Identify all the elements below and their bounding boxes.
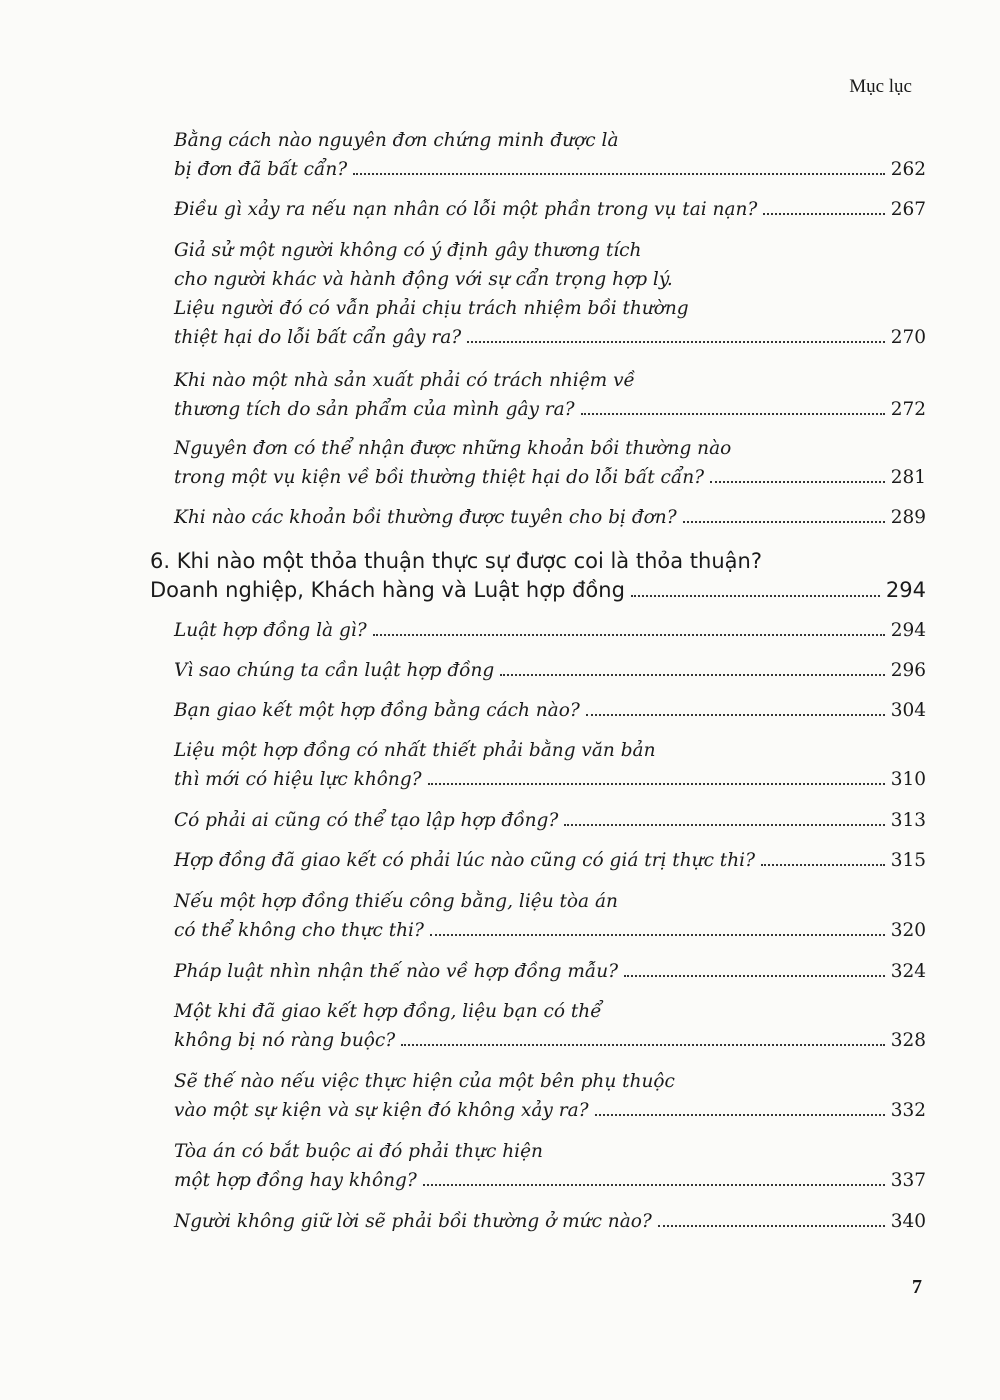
toc-entry-title: thì mới có hiệu lực không? [174,769,422,790]
toc-entry-title: trong một vụ kiện về bồi thường thiệt hại do lỗi bất cẩn? [174,467,705,488]
toc-entry-last-line [174,957,926,986]
toc-entry-last-line [174,395,926,424]
toc-entry-line: Sẽ thế nào nếu việc thực hiện của một bên phụ thuộc [174,1071,675,1092]
toc-entry-title: Vì sao chúng ta cần luật hợp đồng [174,660,495,681]
toc-entry [174,997,926,1055]
toc-entry [174,366,926,424]
toc-entry-title: Điều gì xảy ra nếu nạn nhân có lỗi một phần trong vụ tai nạn? [174,199,758,220]
dot-leader [401,1044,885,1046]
toc-entry [174,126,926,184]
toc-entry [174,1137,926,1195]
toc-entry-title: Có phải ai cũng có thể tạo lập hợp đồng? [174,810,559,831]
toc-page-number: 324 [890,961,926,982]
toc-entry [174,887,926,945]
toc-entry [174,195,926,224]
toc-entry-last-line [174,1166,926,1195]
toc-entry-title: Hợp đồng đã giao kết có phải lúc nào cũng có giá trị thực thi? [174,850,755,871]
toc-entry-last-line [174,1026,926,1055]
toc-page-number: 313 [890,810,926,831]
toc-entry [174,236,926,352]
dot-leader [373,634,885,636]
toc-entry [174,616,926,645]
toc-entry [174,846,926,875]
dot-leader [430,934,885,936]
toc-entry [174,434,926,492]
toc-entry-line: Liệu một hợp đồng có nhất thiết phải bằng văn bản [174,740,656,761]
dot-leader [353,173,884,175]
toc-entry [174,1067,926,1125]
toc-entry-last-line [174,323,926,352]
toc-page-number: 281 [890,467,926,488]
toc-entry-last-line [174,916,926,945]
chapter-subtitle: Doanh nghiệp, Khách hàng và Luật hợp đồng [150,578,625,602]
toc-entry-line: Liệu người đó có vẫn phải chịu trách nhiệm bồi thường [174,298,689,319]
toc-entry-title: bị đơn đã bất cẩn? [174,159,348,180]
toc-page-number: 267 [890,199,926,220]
toc-page-number: 262 [890,159,926,180]
toc-page-number: 310 [890,769,926,790]
chapter-last-line [150,576,926,605]
toc-page-number: 337 [890,1170,926,1191]
dot-leader [710,481,885,483]
dot-leader [428,783,885,785]
toc-page-number: 320 [890,920,926,941]
toc-entry-line: cho người khác và hành động với sự cẩn trọng hợp lý. [174,269,673,290]
dot-leader [631,595,880,597]
toc-entry-title: không bị nó ràng buộc? [174,1030,396,1051]
toc-entry-last-line [174,1207,926,1236]
toc-entry-title: Luật hợp đồng là gì? [174,620,367,641]
toc-entry-last-line [174,696,926,725]
toc-page-number: 315 [890,850,926,871]
toc-entry-line: Giả sử một người không có ý định gây thương tích [174,240,642,261]
toc-entry-line: Tòa án có bắt buộc ai đó phải thực hiện [174,1141,543,1162]
toc-entry-last-line [174,155,926,184]
toc-entry [174,806,926,835]
dot-leader [423,1184,885,1186]
toc-entry [174,656,926,685]
toc-entry-last-line [174,195,926,224]
toc-entry-title: thiệt hại do lỗi bất cẩn gây ra? [174,327,462,348]
chapter-title-line: 6. Khi nào một thỏa thuận thực sự được coi là thỏa thuận? [150,549,762,573]
toc-entry-last-line [174,616,926,645]
dot-leader [763,213,884,215]
toc-entry-last-line [174,846,926,875]
toc-entry [174,736,926,794]
toc-entry-line: Nguyên đơn có thể nhận được những khoản bồi thường nào [174,438,732,459]
toc-entry-title: vào một sự kiện và sự kiện đó không xảy ra? [174,1100,589,1121]
page-number: 7 [912,1276,922,1298]
toc-entry-title: Pháp luật nhìn nhận thế nào về hợp đồng mẫu? [174,961,619,982]
toc-entry-line: Khi nào một nhà sản xuất phải có trách nhiệm về [174,370,635,391]
toc-entry-title: thương tích do sản phẩm của mình gây ra? [174,399,575,420]
toc-page-number: 296 [890,660,926,681]
toc-page-number: 328 [890,1030,926,1051]
toc-entry-last-line [174,765,926,794]
toc-page-number: 294 [885,578,926,602]
toc-entry-last-line [174,656,926,685]
dot-leader [500,674,884,676]
toc-entry-last-line [174,503,926,532]
dot-leader [595,1114,885,1116]
toc-page-number: 332 [890,1100,926,1121]
dot-leader [586,714,885,716]
dot-leader [467,341,885,343]
toc-page-number: 340 [890,1211,926,1232]
dot-leader [683,521,885,523]
toc-page-number: 272 [890,399,926,420]
toc-entry-line: Nếu một hợp đồng thiếu công bằng, liệu tòa án [174,891,618,912]
toc-page-number: 270 [890,327,926,348]
toc-entry [174,503,926,532]
toc-entry-last-line [174,806,926,835]
dot-leader [564,824,884,826]
toc-entry-title: một hợp đồng hay không? [174,1170,417,1191]
toc-entry-last-line [174,1096,926,1125]
toc-entry-title: Khi nào các khoản bồi thường được tuyên cho bị đơn? [174,507,677,528]
toc-entry-title: có thể không cho thực thi? [174,920,424,941]
toc-chapter [150,547,926,605]
toc-page-number: 294 [890,620,926,641]
toc-entry-last-line [174,463,926,492]
running-head: Mục lục [849,76,912,97]
dot-leader [624,975,885,977]
toc-entry-title: Người không giữ lời sẽ phải bồi thường ở mức nào? [174,1211,652,1232]
toc-entry [174,696,926,725]
dot-leader [658,1225,885,1227]
toc-entry-line: Một khi đã giao kết hợp đồng, liệu bạn có thể [174,1001,602,1022]
toc-entry [174,1207,926,1236]
toc-page-number: 289 [890,507,926,528]
toc-page-number: 304 [890,700,926,721]
dot-leader [581,413,885,415]
toc-entry-line: Bằng cách nào nguyên đơn chứng minh được là [174,130,619,151]
toc-entry [174,957,926,986]
toc-entry-title: Bạn giao kết một hợp đồng bằng cách nào? [174,700,580,721]
dot-leader [761,864,885,866]
